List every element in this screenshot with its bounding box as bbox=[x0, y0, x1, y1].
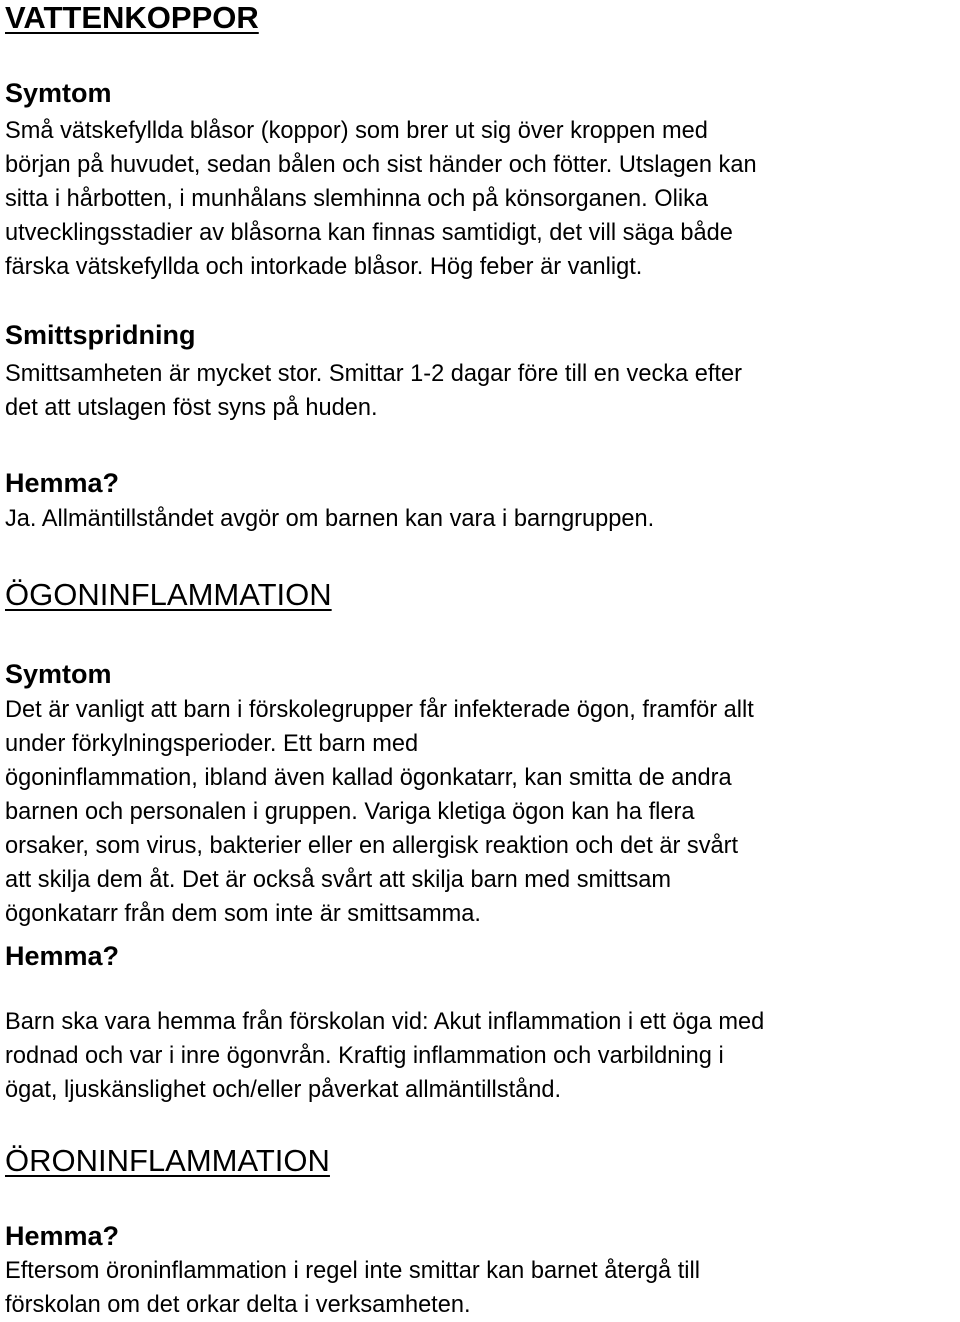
vattenkoppor-symtom-heading: Symtom bbox=[5, 78, 112, 108]
vattenkoppor-symtom-text bbox=[5, 114, 757, 284]
text-line: Eftersom öroninflammation i regel inte smittar kan barnet återgå till bbox=[5, 1258, 701, 1284]
section-oroninflammation-title: ÖRONINFLAMMATION bbox=[5, 1143, 330, 1178]
section-title: VATTENKOPPOR bbox=[5, 0, 259, 35]
text-line: ögoninflammation, ibland även kallad ögonkatarr, kan smitta de andra bbox=[5, 765, 732, 791]
ogon-symtom-heading: Symtom bbox=[5, 659, 112, 689]
vattenkoppor-hemma-text bbox=[5, 502, 654, 536]
text-line: rodnad och var i inre ögonvrån. Kraftig inflammation och varbildning i bbox=[5, 1043, 724, 1069]
text-line: färska vätskefyllda och intorkade blåsor. Hög feber är vanligt. bbox=[5, 254, 643, 280]
text-line: början på huvudet, sedan bålen och sist händer och fötter. Utslagen kan bbox=[5, 152, 757, 178]
vattenkoppor-hemma-heading: Hemma? bbox=[5, 468, 120, 498]
vattenkoppor-smitt-heading: Smittspridning bbox=[5, 320, 196, 350]
ogon-hemma-heading: Hemma? bbox=[5, 941, 120, 971]
section-vattenkoppor bbox=[5, 0, 259, 36]
text-line: Små vätskefyllda blåsor (koppor) som brer ut sig över kroppen med bbox=[5, 118, 708, 144]
oron-hemma-heading: Hemma? bbox=[5, 1221, 120, 1251]
text-line: sitta i hårbotten, i munhålans slemhinna och på könsorganen. Olika bbox=[5, 186, 708, 212]
section-ogoninflammation-title: ÖGONINFLAMMATION bbox=[5, 577, 332, 612]
text-line: utvecklingsstadier av blåsorna kan finnas samtidigt, det vill säga både bbox=[5, 220, 733, 246]
ogon-symtom-text bbox=[5, 693, 754, 931]
text-line: orsaker, som virus, bakterier eller en allergisk reaktion och det är svårt bbox=[5, 833, 739, 859]
text-line: Smittsamheten är mycket stor. Smittar 1-2 dagar före till en vecka efter bbox=[5, 361, 742, 387]
oron-hemma-text bbox=[5, 1254, 700, 1322]
text-line: Ja. Allmäntillståndet avgör om barnen kan vara i barngruppen. bbox=[5, 506, 655, 532]
text-line: ögonkatarr från dem som inte är smittsamma. bbox=[5, 901, 481, 927]
text-line: det att utslagen föst syns på huden. bbox=[5, 395, 378, 421]
text-line: Barn ska vara hemma från förskolan vid: Akut inflammation i ett öga med bbox=[5, 1009, 765, 1035]
text-line: förskolan om det orkar delta i verksamheten. bbox=[5, 1292, 471, 1318]
vattenkoppor-smitt-text bbox=[5, 357, 742, 425]
text-line: att skilja dem åt. Det är också svårt att skilja barn med smittsam bbox=[5, 867, 672, 893]
ogon-hemma-text bbox=[5, 1005, 764, 1107]
text-line: under förkylningsperioder. Ett barn med bbox=[5, 731, 419, 757]
text-line: ögat, ljuskänslighet och/eller påverkat allmäntillstånd. bbox=[5, 1077, 562, 1103]
text-line: Det är vanligt att barn i förskolegrupper får infekterade ögon, framför allt bbox=[5, 697, 754, 723]
text-line: barnen och personalen i gruppen. Variga kletiga ögon kan ha flera bbox=[5, 799, 695, 825]
